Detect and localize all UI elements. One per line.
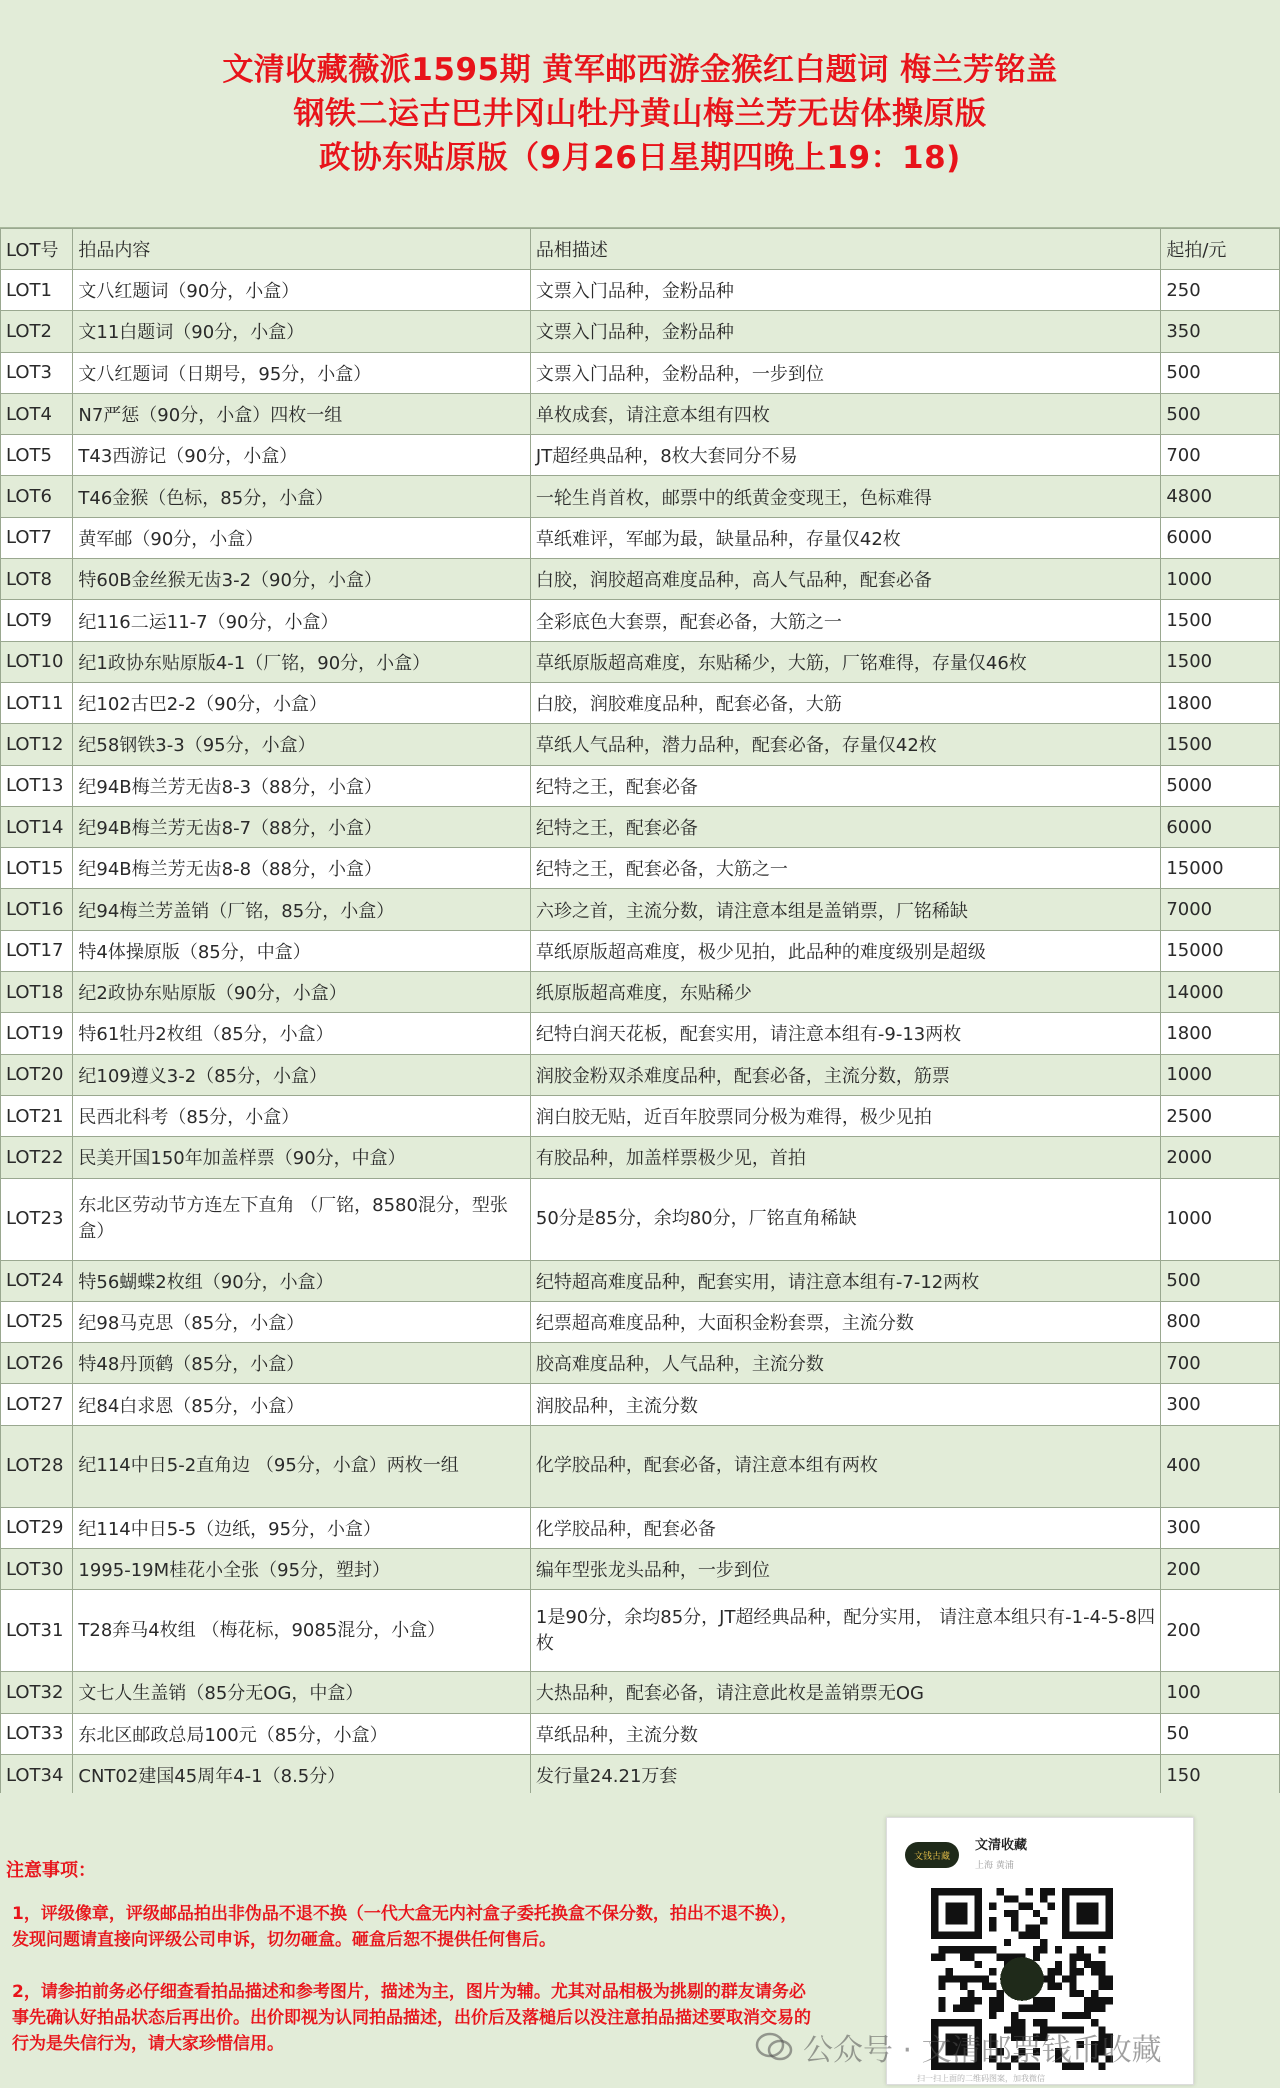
table-row — [1, 1384, 1280, 1425]
title-line-2: 钢铁二运古巴井冈山牡丹黄山梅兰芳无齿体操原版 — [293, 95, 987, 132]
notes-title: 注意事项： — [6, 1860, 96, 1881]
lot-description-cell: 润白胶无贴，近百年胶票同分极为难得，极少见拍 — [530, 1095, 1160, 1136]
lot-price-cell: 300 — [1161, 1507, 1280, 1548]
lot-content-cell: 纪84白求恩（85分，小盒） — [73, 1384, 531, 1425]
qr-account-name: 文清收藏 — [975, 1838, 1028, 1853]
lot-description-cell: 有胶品种，加盖样票极少见，首拍 — [530, 1137, 1160, 1178]
lot-content-cell: 纪94B梅兰芳无齿8-3（88分，小盒） — [73, 765, 531, 806]
lot-content-cell: 纪58钢铁3-3（95分，小盒） — [73, 724, 531, 765]
lot-number-cell: LOT17 — [1, 930, 73, 971]
column-header-content: 拍品内容 — [73, 229, 531, 270]
lot-content-cell: 民美开国150年加盖样票（90分，中盒） — [73, 1137, 531, 1178]
lot-number-cell: LOT16 — [1, 889, 73, 930]
table-row — [1, 600, 1280, 641]
lot-number-cell: LOT29 — [1, 1507, 73, 1548]
lot-number-cell: LOT3 — [1, 352, 73, 393]
lot-number-cell: LOT4 — [1, 393, 73, 434]
table-row — [1, 1507, 1280, 1548]
note-item-2: 2，请参拍前务必仔细查看拍品描述和参考图片，描述为主，图片为辅。尤其对品相极为挑剔的群友请务必事先确认好拍品状态后再出价。出价即视为认同拍品描述，出价后及落槌后以没注意拍品描述要取消交易的行为是失信行为，请大家珍惜信用。 — [12, 1982, 811, 2054]
table-row — [1, 517, 1280, 558]
table-row — [1, 1013, 1280, 1054]
lot-content-cell: 特60B金丝猴无齿3-2（90分，小盒） — [73, 559, 531, 600]
lot-description-cell: 纪特之王，配套必备 — [530, 765, 1160, 806]
lot-price-cell: 200 — [1161, 1549, 1280, 1590]
table-row — [1, 682, 1280, 723]
lot-content-cell: 纪2政协东贴原版（90分，小盒） — [73, 972, 531, 1013]
table-header-row — [1, 229, 1280, 270]
lot-description-cell: 文票入门品种，金粉品种 — [530, 311, 1160, 352]
lot-number-cell: LOT28 — [1, 1425, 73, 1507]
lot-number-cell: LOT5 — [1, 435, 73, 476]
lot-content-cell: 纪102古巴2-2（90分，小盒） — [73, 682, 531, 723]
lot-price-cell: 1000 — [1161, 559, 1280, 600]
lot-number-cell: LOT2 — [1, 311, 73, 352]
table-row — [1, 1672, 1280, 1713]
lot-description-cell: 草纸原版超高难度，极少见拍，此品种的难度级别是超级 — [530, 930, 1160, 971]
lot-content-cell: 特56蝴蝶2枚组（90分，小盒） — [73, 1260, 531, 1301]
lot-price-cell: 2500 — [1161, 1095, 1280, 1136]
lot-number-cell: LOT30 — [1, 1549, 73, 1590]
lot-number-cell: LOT1 — [1, 270, 73, 311]
lot-description-cell: 纪票超高难度品种，大面积金粉套票，主流分数 — [530, 1301, 1160, 1342]
lot-content-cell: 纪94B梅兰芳无齿8-7（88分，小盒） — [73, 806, 531, 847]
lot-description-cell: 草纸人气品种，潜力品种，配套必备，存量仅42枚 — [530, 724, 1160, 765]
table-row — [1, 930, 1280, 971]
lot-description-cell: 白胶，润胶超高难度品种，高人气品种，配套必备 — [530, 559, 1160, 600]
table-row — [1, 1713, 1280, 1754]
lot-number-cell: LOT27 — [1, 1384, 73, 1425]
lot-number-cell: LOT10 — [1, 641, 73, 682]
table-row — [1, 1425, 1280, 1507]
lot-description-cell: 草纸难评，军邮为最，缺量品种，存量仅42枚 — [530, 517, 1160, 558]
lot-content-cell: T28奔马4枚组 （梅花标，9085混分，小盒） — [73, 1590, 531, 1672]
lot-price-cell: 1800 — [1161, 1013, 1280, 1054]
table-row — [1, 352, 1280, 393]
lot-description-cell: 化学胶品种，配套必备 — [530, 1507, 1160, 1548]
column-header-start-price: 起拍/元 — [1161, 229, 1280, 270]
table-row — [1, 1137, 1280, 1178]
table-row — [1, 1178, 1280, 1260]
table-row — [1, 393, 1280, 434]
lot-price-cell: 100 — [1161, 1672, 1280, 1713]
lot-number-cell: LOT32 — [1, 1672, 73, 1713]
lot-number-cell: LOT22 — [1, 1137, 73, 1178]
lot-number-cell: LOT19 — [1, 1013, 73, 1054]
lot-price-cell: 50 — [1161, 1713, 1280, 1754]
lot-number-cell: LOT31 — [1, 1590, 73, 1672]
lot-description-cell: 纸原版超高难度，东贴稀少 — [530, 972, 1160, 1013]
lot-content-cell: 纪94B梅兰芳无齿8-8（88分，小盒） — [73, 848, 531, 889]
lot-price-cell: 150 — [1161, 1754, 1280, 1795]
lot-number-cell: LOT23 — [1, 1178, 73, 1260]
watermark — [755, 2025, 1162, 2069]
lot-content-cell: 民西北科考（85分，小盒） — [73, 1095, 531, 1136]
lot-number-cell: LOT18 — [1, 972, 73, 1013]
lot-price-cell: 200 — [1161, 1590, 1280, 1672]
lot-description-cell: 六珍之首，主流分数，请注意本组是盖销票，厂铭稀缺 — [530, 889, 1160, 930]
lot-content-cell: 1995-19M桂花小全张（95分，塑封） — [73, 1549, 531, 1590]
lot-description-cell: 纪特超高难度品种，配套实用，请注意本组有-7-12两枚 — [530, 1260, 1160, 1301]
lot-price-cell: 1500 — [1161, 641, 1280, 682]
page-header — [0, 0, 1280, 228]
lot-price-cell: 700 — [1161, 1343, 1280, 1384]
lot-content-cell: 文八红题词（日期号，95分，小盒） — [73, 352, 531, 393]
table-row — [1, 848, 1280, 889]
lot-number-cell: LOT25 — [1, 1301, 73, 1342]
lot-number-cell: LOT14 — [1, 806, 73, 847]
lot-description-cell: 文票入门品种，金粉品种，一步到位 — [530, 352, 1160, 393]
lot-description-cell: 白胶，润胶难度品种，配套必备，大筋 — [530, 682, 1160, 723]
lot-price-cell: 250 — [1161, 270, 1280, 311]
title-line-1: 文清收藏薇派1595期 黄军邮西游金猴红白题词 梅兰芳铭盖 — [222, 51, 1058, 88]
lot-content-cell: 纪94梅兰芳盖销（厂铭，85分，小盒） — [73, 889, 531, 930]
table-row — [1, 724, 1280, 765]
lot-description-cell: 单枚成套，请注意本组有四枚 — [530, 393, 1160, 434]
table-row — [1, 435, 1280, 476]
table-row — [1, 765, 1280, 806]
lot-number-cell: LOT13 — [1, 765, 73, 806]
lot-content-cell: 文七人生盖销（85分无OG，中盒） — [73, 1672, 531, 1713]
lot-number-cell: LOT20 — [1, 1054, 73, 1095]
table-row — [1, 806, 1280, 847]
lot-number-cell: LOT34 — [1, 1754, 73, 1795]
lot-description-cell: 纪特之王，配套必备，大筋之一 — [530, 848, 1160, 889]
lot-number-cell: LOT7 — [1, 517, 73, 558]
lot-description-cell: 纪特之王，配套必备 — [530, 806, 1160, 847]
note-item-1: 1，评级像章，评级邮品拍出非伪品不退不换（一代大盒无内衬盒子委托换盒不保分数，拍出不退不换），发现问题请直接向评级公司申诉，切勿砸盒。砸盒后恕不提供任何售后。 — [12, 1904, 798, 1950]
lot-number-cell: LOT15 — [1, 848, 73, 889]
lot-price-cell: 6000 — [1161, 806, 1280, 847]
lot-price-cell: 6000 — [1161, 517, 1280, 558]
lot-content-cell: 文八红题词（90分，小盒） — [73, 270, 531, 311]
lot-description-cell: 润胶品种，主流分数 — [530, 1384, 1160, 1425]
lot-content-cell: 纪1政协东贴原版4-1（厂铭，90分，小盒） — [73, 641, 531, 682]
table-row — [1, 1590, 1280, 1672]
lot-content-cell: T46金猴（色标，85分，小盒） — [73, 476, 531, 517]
qr-account-location: 上海 黄浦 — [975, 1861, 1014, 1871]
lot-price-cell: 5000 — [1161, 765, 1280, 806]
lot-description-cell: 编年型张龙头品种，一步到位 — [530, 1549, 1160, 1590]
lot-content-cell: 东北区劳动节方连左下直角 （厂铭，8580混分，型张盒） — [73, 1178, 531, 1260]
lot-content-cell: 纪109遵义3-2（85分，小盒） — [73, 1054, 531, 1095]
lot-price-cell: 500 — [1161, 1260, 1280, 1301]
lot-number-cell: LOT33 — [1, 1713, 73, 1754]
lot-description-cell: 化学胶品种，配套必备，请注意本组有两枚 — [530, 1425, 1160, 1507]
lot-description-cell: JT超经典品种，8枚大套同分不易 — [530, 435, 1160, 476]
lot-content-cell: 纪116二运11-7（90分，小盒） — [73, 600, 531, 641]
table-row — [1, 1549, 1280, 1590]
lot-number-cell: LOT21 — [1, 1095, 73, 1136]
lot-content-cell: CNT02建国45周年4-1（8.5分） — [73, 1754, 531, 1795]
lot-content-cell: T43西游记（90分，小盒） — [73, 435, 531, 476]
lot-price-cell: 800 — [1161, 1301, 1280, 1342]
lot-content-cell: 特4体操原版（85分，中盒） — [73, 930, 531, 971]
lot-price-cell: 500 — [1161, 393, 1280, 434]
lot-content-cell: 纪114中日5-2直角边 （95分，小盒）两枚一组 — [73, 1425, 531, 1507]
column-header-description: 品相描述 — [530, 229, 1160, 270]
lot-content-cell: 特48丹顶鹤（85分，小盒） — [73, 1343, 531, 1384]
lot-price-cell: 700 — [1161, 435, 1280, 476]
lot-price-cell: 4800 — [1161, 476, 1280, 517]
title-line-3: 政协东贴原版（9月26日星期四晚上19：18) — [319, 139, 961, 176]
lot-content-cell: 黄军邮（90分，小盒） — [73, 517, 531, 558]
table-row — [1, 641, 1280, 682]
lot-description-cell: 草纸原版超高难度，东贴稀少，大筋，厂铭难得，存量仅46枚 — [530, 641, 1160, 682]
watermark-text: 公众号 · 文清邮票钱币收藏 — [803, 2033, 1162, 2068]
lot-content-cell: N7严惩（90分，小盒）四枚一组 — [73, 393, 531, 434]
table-row — [1, 559, 1280, 600]
lot-content-cell: 纪98马克思（85分，小盒） — [73, 1301, 531, 1342]
table-row — [1, 1260, 1280, 1301]
lot-description-cell: 纪特白润天花板，配套实用，请注意本组有-9-13两枚 — [530, 1013, 1160, 1054]
table-row — [1, 972, 1280, 1013]
table-row — [1, 889, 1280, 930]
lot-content-cell: 东北区邮政总局100元（85分，小盒） — [73, 1713, 531, 1754]
lot-description-cell: 草纸品种，主流分数 — [530, 1713, 1160, 1754]
lot-price-cell: 15000 — [1161, 848, 1280, 889]
lot-price-cell: 500 — [1161, 352, 1280, 393]
table-row — [1, 1095, 1280, 1136]
lot-price-cell: 1000 — [1161, 1178, 1280, 1260]
table-row — [1, 311, 1280, 352]
lot-number-cell: LOT8 — [1, 559, 73, 600]
lot-description-cell: 大热品种，配套必备，请注意此枚是盖销票无OG — [530, 1672, 1160, 1713]
lot-number-cell: LOT12 — [1, 724, 73, 765]
lot-description-cell: 1是90分，余均85分，JT超经典品种，配分实用， 请注意本组只有-1-4-5-8四枚 — [530, 1590, 1160, 1672]
lot-description-cell: 全彩底色大套票，配套必备，大筋之一 — [530, 600, 1160, 641]
lot-price-cell: 300 — [1161, 1384, 1280, 1425]
column-header-lot: LOT号 — [1, 229, 73, 270]
lot-price-cell: 14000 — [1161, 972, 1280, 1013]
table-row — [1, 1754, 1280, 1795]
lot-price-cell: 1500 — [1161, 724, 1280, 765]
table-row — [1, 476, 1280, 517]
lot-price-cell: 7000 — [1161, 889, 1280, 930]
lot-number-cell: LOT6 — [1, 476, 73, 517]
lot-price-cell: 2000 — [1161, 1137, 1280, 1178]
lot-price-cell: 1500 — [1161, 600, 1280, 641]
lot-description-cell: 润胶金粉双杀难度品种，配套必备，主流分数，筋票 — [530, 1054, 1160, 1095]
lot-price-cell: 350 — [1161, 311, 1280, 352]
table-row — [1, 1301, 1280, 1342]
wechat-icon — [755, 2032, 793, 2062]
qr-footer-text: 扫一扫上面的二维码图案，加我微信 — [917, 2074, 1045, 2083]
table-row — [1, 1343, 1280, 1384]
lot-number-cell: LOT11 — [1, 682, 73, 723]
lot-number-cell: LOT24 — [1, 1260, 73, 1301]
lot-content-cell: 文11白题词（90分，小盒） — [73, 311, 531, 352]
lot-description-cell: 一轮生肖首枚，邮票中的纸黄金变现王，色标难得 — [530, 476, 1160, 517]
lot-table — [0, 228, 1280, 1796]
lot-price-cell: 400 — [1161, 1425, 1280, 1507]
lot-content-cell: 纪114中日5-5（边纸，95分，小盒） — [73, 1507, 531, 1548]
lot-price-cell: 15000 — [1161, 930, 1280, 971]
lot-description-cell: 50分是85分，余均80分，厂铭直角稀缺 — [530, 1178, 1160, 1260]
lot-description-cell: 文票入门品种，金粉品种 — [530, 270, 1160, 311]
lot-description-cell: 发行量24.21万套 — [530, 1754, 1160, 1795]
lot-price-cell: 1000 — [1161, 1054, 1280, 1095]
lot-number-cell: LOT9 — [1, 600, 73, 641]
lot-description-cell: 胶高难度品种，人气品种，主流分数 — [530, 1343, 1160, 1384]
brand-logo: 文钱古藏 — [905, 1842, 959, 1868]
lot-number-cell: LOT26 — [1, 1343, 73, 1384]
lot-content-cell: 特61牡丹2枚组（85分，小盒） — [73, 1013, 531, 1054]
lot-price-cell: 1800 — [1161, 682, 1280, 723]
table-row — [1, 270, 1280, 311]
table-row — [1, 1054, 1280, 1095]
